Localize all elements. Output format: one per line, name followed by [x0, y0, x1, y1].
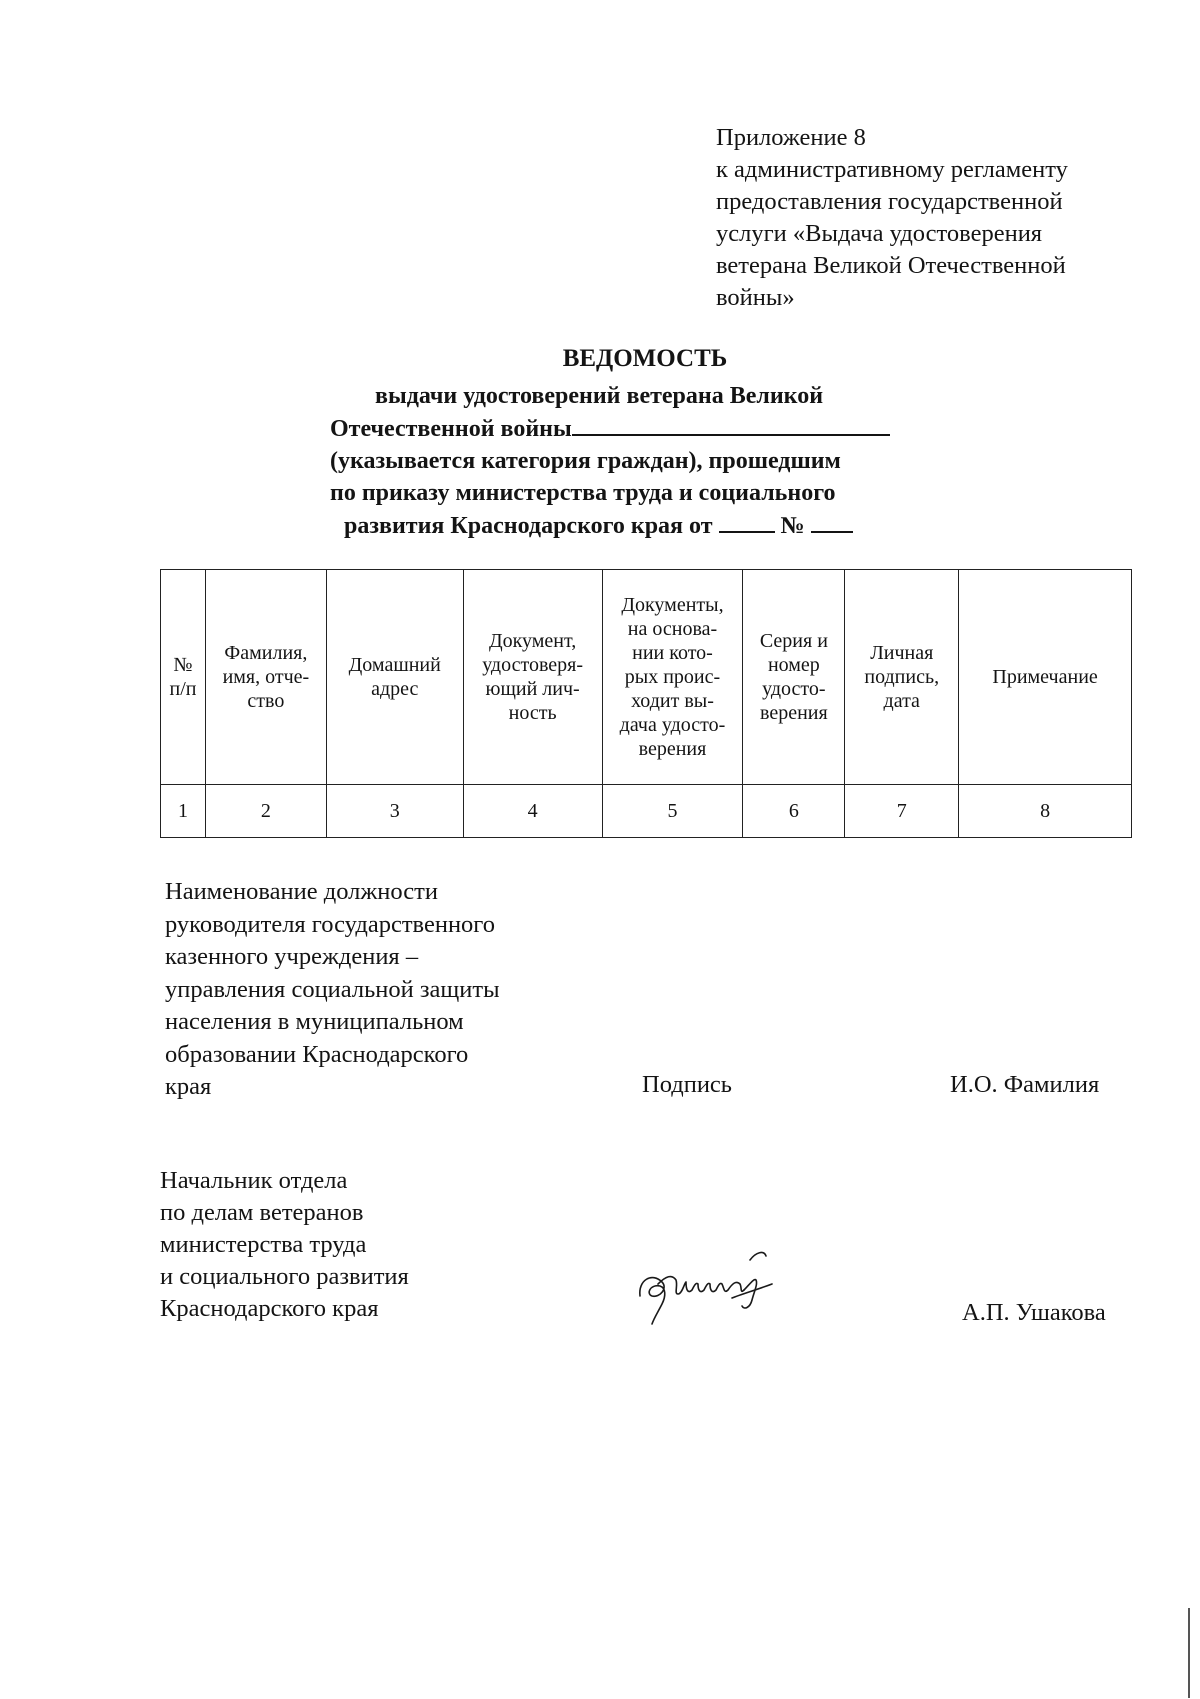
position-line: населения в муниципальном: [165, 1008, 464, 1035]
number-blank: [811, 509, 853, 533]
appendix-line: ветерана Великой Отечественной: [716, 252, 1066, 279]
name-label: И.О. Фамилия: [950, 1071, 1100, 1098]
number-sign: №: [780, 513, 805, 539]
column-number-cell: 8: [959, 785, 1132, 838]
position-line: и социального развития: [160, 1263, 409, 1290]
position-line: министерства труда: [160, 1231, 367, 1258]
position-line: казенного учреждения –: [165, 943, 419, 970]
document-subtitle: [330, 380, 960, 542]
table-number-row: [161, 785, 1132, 838]
position-line: управления социальной защиты: [165, 975, 500, 1003]
subtitle-line: (указывается категория граждан), прошедшим: [330, 448, 841, 474]
header-cell-address: Домашний адрес: [326, 570, 463, 785]
position-line: Краснодарского края: [160, 1295, 379, 1322]
position-line: Наименование должности: [165, 878, 438, 905]
signatory-position-1: [165, 876, 500, 1104]
handwritten-signature: [632, 1238, 792, 1328]
date-blank: [719, 509, 775, 533]
header-cell-note: Примечание: [959, 570, 1132, 785]
appendix-block: [716, 122, 1136, 314]
signature-label: Подпись: [642, 1071, 732, 1098]
header-cell-signature-date: Личная подпись, дата: [845, 570, 959, 785]
appendix-line: к административному регламенту: [716, 156, 1068, 183]
subtitle-line: развития Краснодарского края от: [344, 513, 713, 539]
appendix-line: предоставления государственной: [716, 188, 1063, 215]
scan-edge-mark: [1188, 1608, 1190, 1698]
subtitle-line-with-blank: [330, 412, 960, 445]
header-cell-number: № п/п: [161, 570, 206, 785]
column-number-cell: 2: [205, 785, 326, 838]
appendix-line: Приложение 8: [716, 124, 866, 151]
position-line: Начальник отдела: [160, 1167, 348, 1194]
register-table: [160, 569, 1132, 838]
column-number-cell: 5: [602, 785, 743, 838]
position-line: образовании Краснодарского: [165, 1040, 469, 1068]
subtitle-line-with-blanks: [330, 509, 960, 542]
header-cell-id-document: Документ, удостоверя- ющий лич- ность: [463, 570, 602, 785]
position-line: руководителя государственного: [165, 910, 495, 938]
subtitle-line: по приказу министерства труда и социального: [330, 480, 836, 506]
subtitle-line: выдачи удостоверений ветерана Великой: [375, 383, 824, 409]
column-number-cell: 6: [743, 785, 845, 838]
column-number-cell: 7: [845, 785, 959, 838]
signatory-position-2: [160, 1165, 409, 1325]
header-cell-series-number: Серия и номер удосто- верения: [743, 570, 845, 785]
appendix-line: войны»: [716, 284, 795, 311]
header-cell-basis-documents: Документы, на основа- нии кото- рых проис- ходит вы- дача удосто- верения: [602, 570, 743, 785]
category-blank: [572, 412, 890, 436]
position-line: по делам ветеранов: [160, 1199, 364, 1226]
appendix-line: услуги «Выдача удостоверения: [716, 220, 1043, 247]
column-number-cell: 4: [463, 785, 602, 838]
official-name: А.П. Ушакова: [962, 1299, 1106, 1326]
document-title: ВЕДОМОСТЬ: [562, 345, 728, 372]
column-number-cell: 1: [161, 785, 206, 838]
table-header-row: [161, 570, 1132, 785]
column-number-cell: 3: [326, 785, 463, 838]
header-cell-fullname: Фамилия, имя, отче- ство: [205, 570, 326, 785]
subtitle-line: Отечественной войны: [330, 416, 572, 442]
position-line: края: [165, 1073, 212, 1100]
